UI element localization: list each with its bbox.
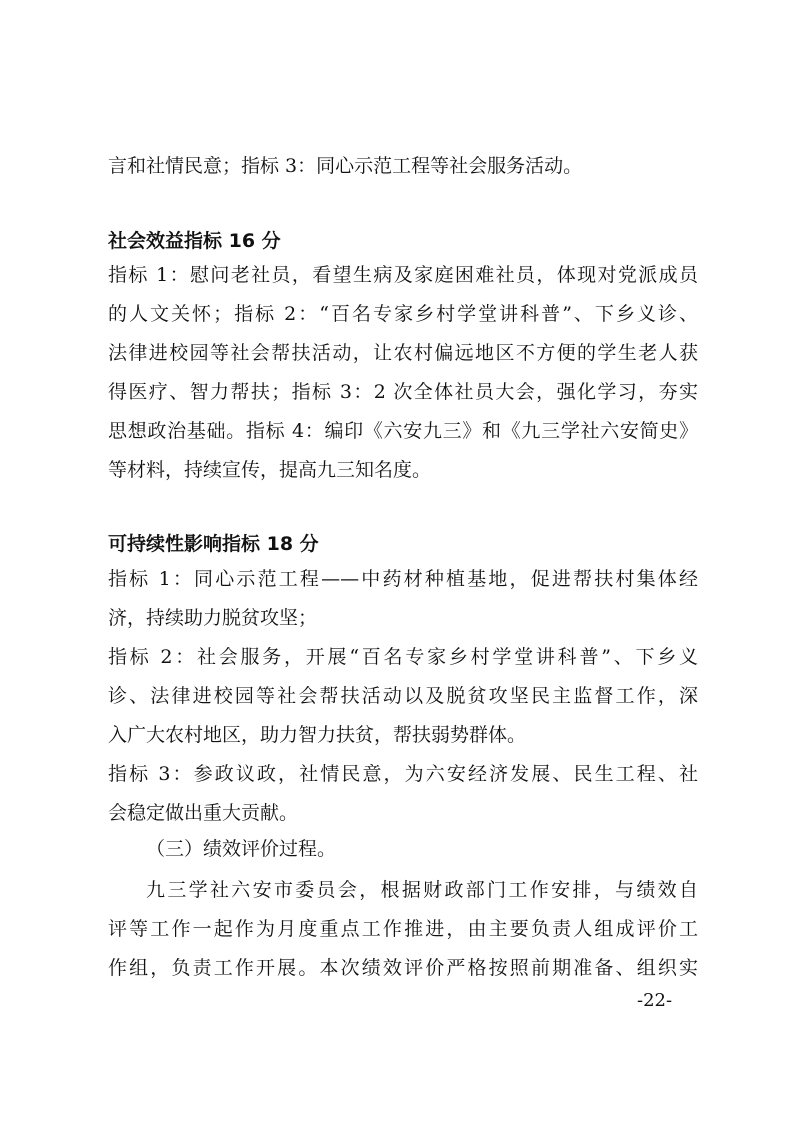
social-benefit-line: 得医疗、智力帮扶；指标 3：2 次全体社员大会，强化学习，夯实 (108, 381, 698, 403)
sustainability-line: 诊、法律进校园等社会帮扶活动以及脱贫攻坚民主监督工作，深 (108, 685, 698, 707)
sustainability-line: 指标 3：参政议政，社情民意，为六安经济发展、民生工程、社 (108, 763, 698, 785)
sustainability-line: 会稳定做出重大贡献。 (108, 802, 299, 824)
social-benefit-heading: 社会效益指标 16 分 (108, 230, 281, 252)
social-benefit-line: 等材料，持续宣传，提高九三知名度。 (108, 459, 432, 481)
intro-line: 言和社情民意；指标 3：同心示范工程等社会服务活动。 (108, 155, 583, 177)
social-benefit-line: 法律进校园等社会帮扶活动，让农村偏远地区不方便的学生老人获 (108, 342, 698, 364)
sustainability-line: 指标 1：同心示范工程——中药材种植基地，促进帮扶村集体经 (108, 568, 698, 590)
evaluation-process-line: 作组，负责工作开展。本次绩效评价严格按照前期准备、组织实 (108, 957, 698, 979)
page-number: -22- (637, 990, 673, 1011)
evaluation-process-heading: （三）绩效评价过程。 (146, 838, 337, 860)
sustainability-line: 入广大农村地区，助力智力扶贫，帮扶弱势群体。 (108, 724, 527, 746)
social-benefit-line: 的人文关怀；指标 2：“百名专家乡村学堂讲科普”、下乡义诊、 (108, 303, 698, 325)
social-benefit-line: 思想政治基础。指标 4：编印《六安九三》和《九三学社六安简史》 (108, 420, 698, 442)
evaluation-process-line: 九三学社六安市委员会，根据财政部门工作安排，与绩效自 (146, 879, 698, 901)
evaluation-process-line: 评等工作一起作为月度重点工作推进，由主要负责人组成评价工 (108, 918, 698, 940)
sustainability-line: 济，持续助力脱贫攻坚； (108, 607, 318, 629)
sustainability-heading: 可持续性影响指标 18 分 (108, 533, 319, 555)
sustainability-line: 指标 2：社会服务，开展“百名专家乡村学堂讲科普”、下乡义 (108, 646, 698, 668)
social-benefit-line: 指标 1：慰问老社员，看望生病及家庭困难社员，体现对党派成员 (108, 264, 698, 286)
